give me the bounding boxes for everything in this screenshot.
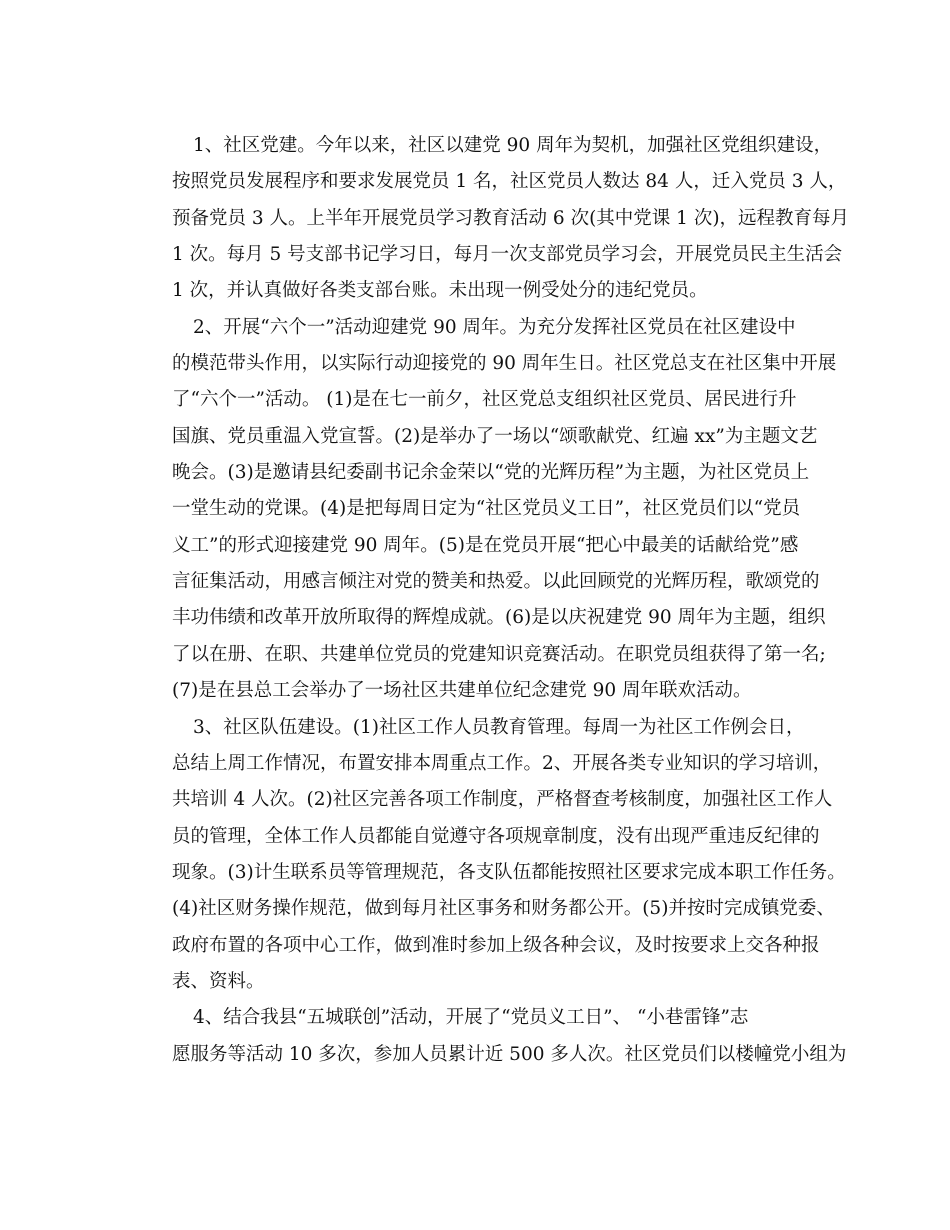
text-line: 义工”的形式迎接建党 90 周年。(5)是在党员开展“把心中最美的话献给党”感 xyxy=(172,534,799,556)
text-line: 愿服务等活动 10 多次，参加人员累计近 500 多人次。社区党员们以楼幢党小组为 xyxy=(172,1043,847,1065)
text-line: 丰功伟绩和改革开放所取得的辉煌成就。(6)是以庆祝建党 90 周年为主题，组织 xyxy=(172,607,826,629)
text-line: 1 次，并认真做好各类支部台账。未出现一例受处分的违纪党员。 xyxy=(172,280,708,302)
text-line: 了以在册、在职、共建单位党员的党建知识竞赛活动。在职党员组获得了第一名; xyxy=(172,643,826,665)
text-line: 共培训 4 人次。(2)社区完善各项工作制度，严格督查考核制度，加强社区工作人 xyxy=(172,789,833,811)
text-line: (4)社区财务操作规范，做到每月社区事务和财务都公开。(5)并按时完成镇党委、 xyxy=(172,898,835,920)
text-line: 按照党员发展程序和要求发展党员 1 名，社区党员人数达 84 人，迁入党员 3 人， xyxy=(172,171,847,193)
document-body xyxy=(172,128,850,1073)
text-line: 1、社区党建。今年以来，社区以建党 90 周年为契机，加强社区党组织建设， xyxy=(193,135,833,156)
text-line: 总结上周工作情况，布置安排本周重点工作。2、开展各类专业知识的学习培训， xyxy=(172,752,832,774)
text-line: 言征集活动，用感言倾注对党的赞美和热爱。以此回顾党的光辉历程，歌颂党的 xyxy=(172,571,820,593)
text-line: 预备党员 3 人。上半年开展党员学习教育活动 6 次(其中党课 1 次)，远程教育每月 xyxy=(172,207,850,229)
text-line: 1 次。每月 5 号支部书记学习日，每月一次支部党员学习会，开展党员民主生活会 xyxy=(172,244,843,266)
text-line: 表、资料。 xyxy=(172,970,265,992)
text-line: 国旗、党员重温入党宣誓。(2)是举办了一场以“颂歌献党、红遍 xx”为主题文艺 xyxy=(172,425,818,447)
text-line: 2、开展“六个一”活动迎建党 90 周年。为充分发挥社区党员在社区建设中 xyxy=(193,316,796,338)
text-line: (7)是在县总工会举办了一场社区共建单位纪念建党 90 周年联欢活动。 xyxy=(172,680,752,702)
text-line: 晚会。(3)是邀请县纪委副书记余金荣以“党的光辉历程”为主题，为社区党员上 xyxy=(172,462,810,484)
text-line: 了“六个一”活动。 (1)是在七一前夕，社区党总支组织社区党员、居民进行升 xyxy=(172,389,797,411)
text-line: 员的管理，全体工作人员都能自觉遵守各项规章制度，没有出现严重违反纪律的 xyxy=(172,825,820,847)
text-line: 4、结合我县“五城联创”活动，开展了“党员义工日”、 “小巷雷锋”志 xyxy=(193,1007,749,1029)
text-line: 一堂生动的党课。(4)是把每周日定为“社区党员义工日”，社区党员们以“党员 xyxy=(172,498,801,520)
text-line: 的模范带头作用，以实际行动迎接党的 90 周年生日。社区党总支在社区集中开展 xyxy=(172,353,837,375)
text-line: 政府布置的各项中心工作，做到准时参加上级各种会议，及时按要求上交各种报 xyxy=(172,934,820,956)
text-line: 现象。(3)计生联系员等管理规范，各支队伍都能按照社区要求完成本职工作任务。 xyxy=(172,861,846,883)
text-line: 3、社区队伍建设。(1)社区工作人员教育管理。每周一为社区工作例会日， xyxy=(193,716,805,738)
